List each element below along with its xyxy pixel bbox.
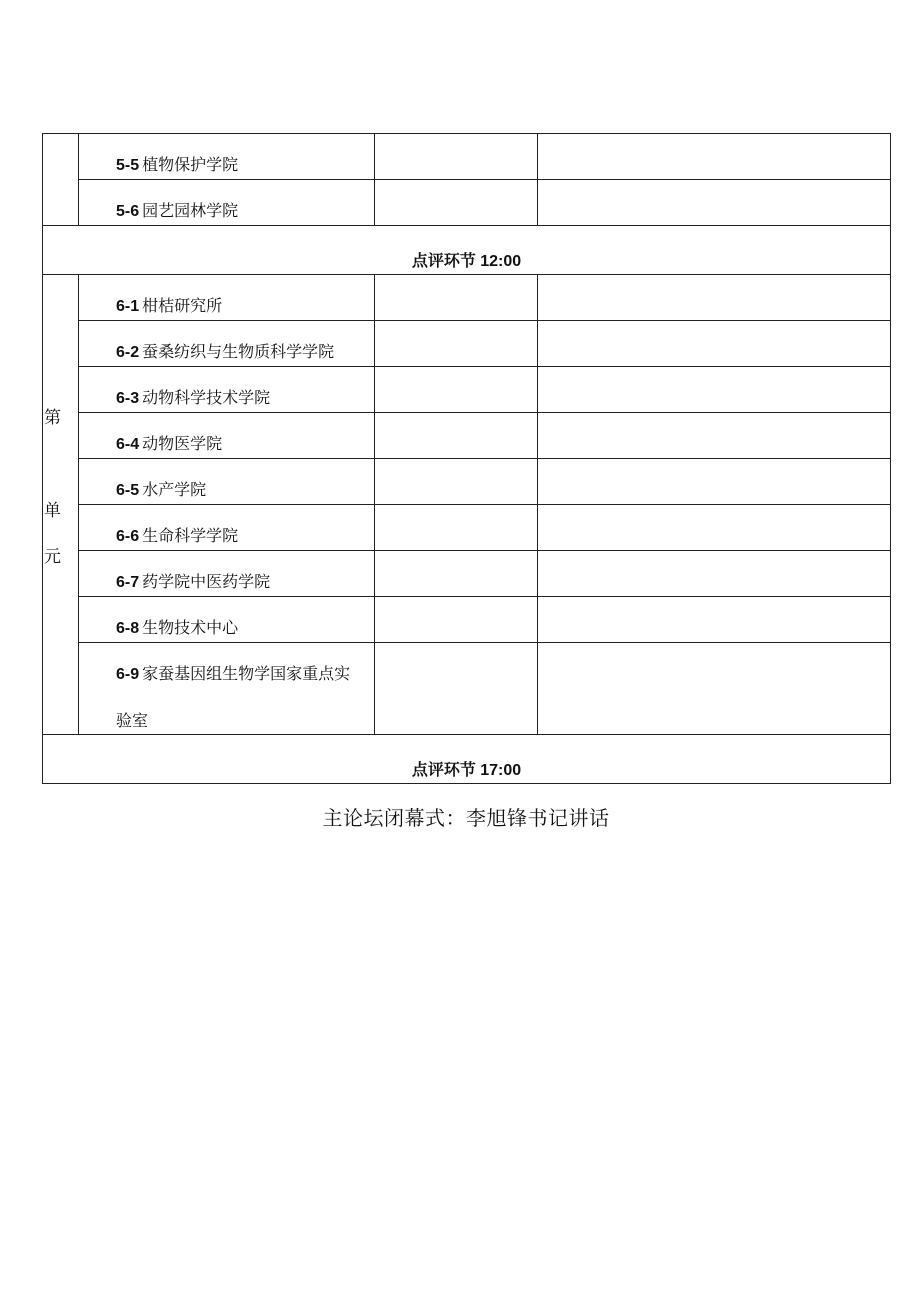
- empty-cell: [375, 643, 538, 735]
- item-cell: 6-5 水产学院: [79, 459, 375, 505]
- item-cell: 6-6 生命科学学院: [79, 505, 375, 551]
- empty-cell: [375, 180, 538, 226]
- empty-cell: [538, 180, 891, 226]
- schedule-table: [42, 133, 891, 784]
- empty-cell: [538, 134, 891, 180]
- review-row-1: [43, 226, 891, 275]
- review-label-1: 点评环节 12:00: [43, 226, 891, 275]
- table-row: [43, 275, 891, 321]
- empty-cell: [538, 413, 891, 459]
- table-row: [43, 505, 891, 551]
- table-row: [43, 413, 891, 459]
- empty-cell: [538, 597, 891, 643]
- empty-cell: [538, 367, 891, 413]
- item-cell: 6-7 药学院中医药学院: [79, 551, 375, 597]
- empty-cell: [538, 643, 891, 735]
- empty-cell: [538, 275, 891, 321]
- empty-cell: [375, 597, 538, 643]
- item-cell: 5-6 园艺园林学院: [79, 180, 375, 226]
- empty-cell: [375, 134, 538, 180]
- item-cell: 6-4 动物医学院: [79, 413, 375, 459]
- unit-char-1: 第: [44, 408, 61, 427]
- empty-cell: [375, 413, 538, 459]
- empty-cell: [538, 321, 891, 367]
- empty-cell: [538, 505, 891, 551]
- item-cell: 5-5 植物保护学院: [79, 134, 375, 180]
- table-row: [43, 597, 891, 643]
- empty-cell: [375, 459, 538, 505]
- table-row: [43, 134, 891, 180]
- empty-cell: [375, 551, 538, 597]
- empty-cell: [375, 367, 538, 413]
- empty-cell: [375, 321, 538, 367]
- unit-cell-section6: [43, 275, 79, 735]
- item-cell: 6-3 动物科学技术学院: [79, 367, 375, 413]
- item-cell: 6-1 柑桔研究所: [79, 275, 375, 321]
- table-row: [43, 180, 891, 226]
- unit-char-2: 单: [44, 501, 61, 520]
- table-row: [43, 643, 891, 735]
- table-row: [43, 459, 891, 505]
- item-cell: 6-9 家蚕基因组生物学国家重点实 验室: [79, 643, 375, 735]
- unit-cell-section5: [43, 134, 79, 226]
- review-row-2: [43, 735, 891, 784]
- table-row: [43, 367, 891, 413]
- empty-cell: [375, 505, 538, 551]
- unit-char-3: 元: [44, 547, 61, 566]
- review-label-2: 点评环节 17:00: [43, 735, 891, 784]
- item-cell: 6-2 蚕桑纺织与生物质科学学院: [79, 321, 375, 367]
- item-cell: 6-8 生物技术中心: [79, 597, 375, 643]
- table-row: [43, 321, 891, 367]
- empty-cell: [538, 551, 891, 597]
- table-row: [43, 551, 891, 597]
- closing-ceremony-text: 主论坛闭幕式：李旭锋书记讲话: [322, 806, 610, 830]
- empty-cell: [375, 275, 538, 321]
- empty-cell: [538, 459, 891, 505]
